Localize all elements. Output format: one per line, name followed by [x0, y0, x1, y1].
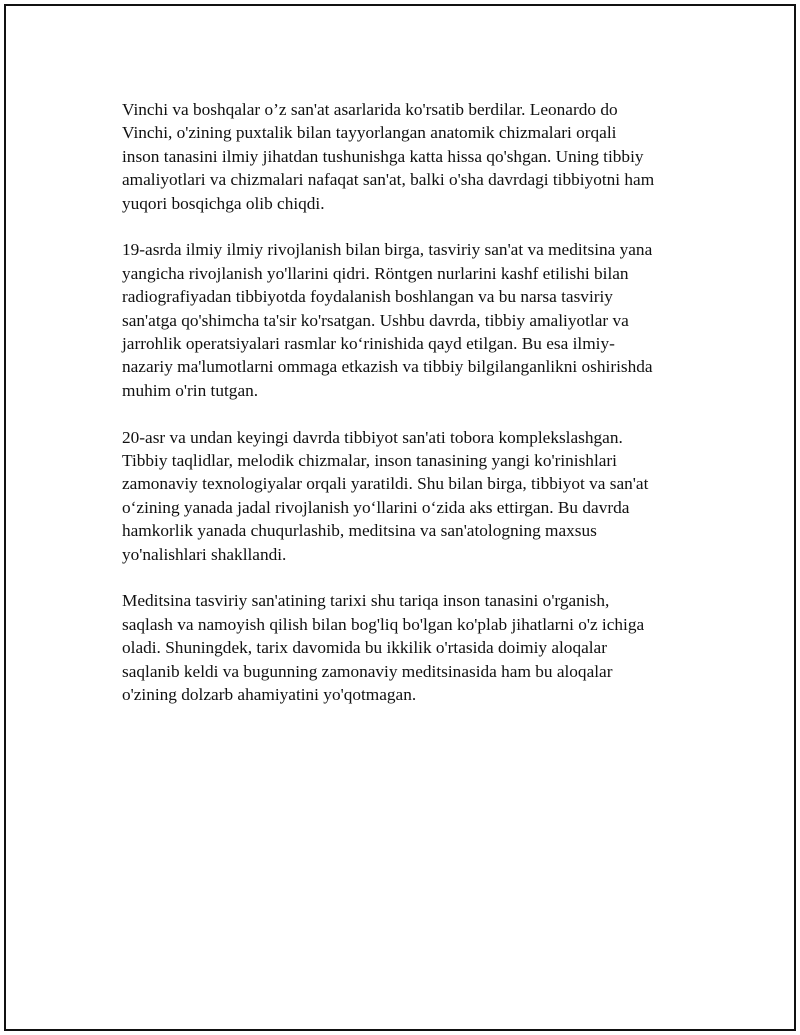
text-line: o‘zining yanada jadal rivojlanish yo‘llarini o‘zida aks ettirgan. Bu davrda — [122, 497, 630, 517]
document-body — [122, 98, 702, 730]
page-frame — [4, 4, 796, 1031]
text-line: zamonaviy texnologiyalar orqali yaratildi. Shu bilan birga, tibbiyot va san'at — [122, 474, 649, 494]
text-line: nazariy ma'lumotlarni ommaga etkazish va tibbiy bilgilanganlikni oshirishda — [122, 357, 653, 377]
text-line: hamkorlik yanada chuqurlashib, meditsina va san'atologning maxsus — [122, 521, 597, 541]
text-line: jarrohlik operatsiyalari rasmlar ko‘rinishida qayd etilgan. Bu esa ilmiy- — [122, 334, 615, 354]
paragraph-1 — [122, 98, 702, 215]
text-line: Vinchi va boshqalar o’z san'at asarlarida ko'rsatib berdilar. Leonardo do — [122, 100, 618, 119]
text-line: muhim o'rin tutgan. — [122, 380, 259, 400]
text-line: Tibbiy taqlidlar, melodik chizmalar, inson tanasining yangi ko'rinishlari — [122, 451, 617, 471]
text-line: saqlash va namoyish qilish bilan bog'liq bo'lgan ko'plab jihatlarni o'z ichiga — [122, 614, 645, 634]
text-line: saqlanib keldi va bugunning zamonaviy meditsinasida ham bu aloqalar — [122, 661, 613, 681]
text-line: Meditsina tasviriy san'atining tarixi shu tariqa inson tanasini o'rganish, — [122, 591, 610, 611]
paragraph-4 — [122, 589, 702, 706]
text-line: oladi. Shuningdek, tarix davomida bu ikkilik o'rtasida doimiy aloqalar — [122, 638, 607, 658]
paragraph-2 — [122, 238, 702, 402]
text-line: yo'nalishlari shakllandi. — [122, 544, 287, 564]
text-line: amaliyotlari va chizmalari nafaqat san'at, balki o'sha davrdagi tibbiyotni ham — [122, 170, 655, 190]
text-line: radiografiyadan tibbiyotda foydalanish boshlangan va bu narsa tasviriy — [122, 287, 613, 307]
text-line: yuqori bosqichga olib chiqdi. — [122, 193, 325, 213]
text-line: 20-asr va undan keyingi davrda tibbiyot san'ati tobora komplekslashgan. — [122, 427, 623, 447]
paragraph-3 — [122, 426, 702, 566]
text-line: san'atga qo'shimcha ta'sir ko'rsatgan. Ushbu davrda, tibbiy amaliyotlar va — [122, 310, 629, 330]
text-line: yangicha rivojlanish yo'llarini qidri. Röntgen nurlarini kashf etilishi bilan — [122, 263, 629, 283]
text-line: inson tanasini ilmiy jihatdan tushunishga katta hissa qo'shgan. Uning tibbiy — [122, 146, 644, 166]
text-line: 19-asrda ilmiy ilmiy rivojlanish bilan birga, tasviriy san'at va meditsina yana — [122, 240, 653, 260]
text-line: o'zining dolzarb ahamiyatini yo'qotmagan. — [122, 685, 417, 705]
text-line: Vinchi, o'zining puxtalik bilan tayyorlangan anatomik chizmalari orqali — [122, 123, 617, 143]
